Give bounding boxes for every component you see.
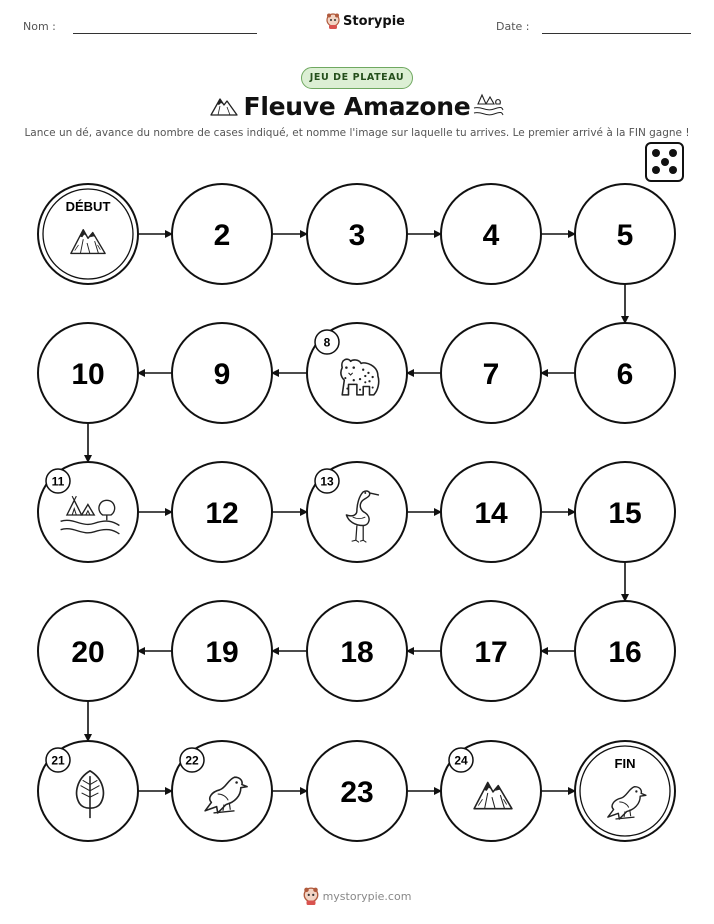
footer-site: mystorypie.com: [322, 889, 412, 903]
cell-number: 14: [474, 497, 508, 530]
cell-number: 22: [185, 753, 199, 768]
board-cell-7: [441, 323, 541, 423]
game-instructions: Lance un dé, avance du nombre de cases indiqué, et nomme l'image sur laquelle tu arrives. Le premier arrivé à la FIN gagne !: [24, 127, 690, 139]
board-cell-6: [575, 323, 675, 423]
board-cell-15: [575, 462, 675, 562]
cell-number: 15: [608, 497, 642, 530]
board-cell-21: [38, 741, 138, 841]
board-cell-8: [307, 323, 407, 423]
board-cell-12: [172, 462, 272, 562]
cell-number: 19: [205, 636, 239, 669]
brand-name: Storypie: [343, 13, 405, 29]
footer: [0, 887, 714, 905]
board-cell-20: [38, 601, 138, 701]
board-cell-4: [441, 184, 541, 284]
cell-number: 11: [51, 474, 65, 489]
board-cell-14: [441, 462, 541, 562]
board-cell-3: [307, 184, 407, 284]
board-cell-2: [172, 184, 272, 284]
board-cell-22: [172, 741, 272, 841]
board-cell-11: [38, 462, 138, 562]
cell-number: 12: [205, 497, 239, 530]
cell-number: 10: [71, 358, 105, 391]
cell-number: 24: [454, 753, 468, 768]
cell-number: 21: [51, 753, 65, 768]
board-cell-16: [575, 601, 675, 701]
board-cell-1: [38, 184, 138, 284]
cell-number: 3: [348, 219, 366, 252]
date-label: Date :: [496, 20, 530, 33]
board-cell-10: [38, 323, 138, 423]
board-cell-23: [307, 741, 407, 841]
cell-number: 17: [474, 636, 508, 669]
board-cell-5: [575, 184, 675, 284]
start-label: DÉBUT: [65, 199, 111, 214]
board-cell-13: [307, 462, 407, 562]
cell-number: 18: [340, 636, 374, 669]
cell-number: 16: [608, 636, 642, 669]
cell-number: 9: [213, 358, 231, 391]
page-title: Fleuve Amazone: [243, 92, 471, 121]
cell-number: 20: [71, 636, 105, 669]
cell-number: 23: [340, 776, 374, 809]
cell-number: 8: [323, 335, 331, 350]
end-label: FIN: [614, 756, 636, 771]
cell-number: 5: [616, 219, 634, 252]
cell-number: 6: [616, 358, 634, 391]
cell-number: 13: [320, 474, 334, 489]
board-cell-24: [441, 741, 541, 841]
cell-number: 7: [482, 358, 500, 391]
board-cell-18: [307, 601, 407, 701]
cell-number: 2: [213, 219, 231, 252]
board-cell-19: [172, 601, 272, 701]
name-label: Nom :: [23, 20, 56, 33]
storypie-mascot-icon: [303, 887, 319, 905]
board-cell-9: [172, 323, 272, 423]
cell-number: 4: [482, 219, 500, 252]
game-type-badge: JEU DE PLATEAU: [301, 67, 413, 89]
board-cell-25: [575, 741, 675, 841]
board-cell-17: [441, 601, 541, 701]
